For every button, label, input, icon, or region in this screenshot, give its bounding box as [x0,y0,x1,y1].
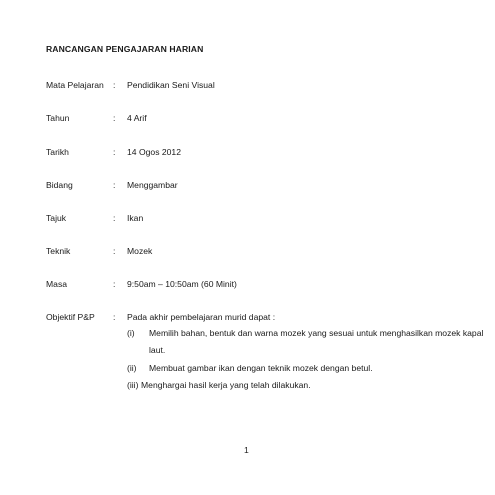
field-value: 9:50am – 10:50am (60 Minit) [127,279,237,289]
field-colon: : [113,147,116,157]
objective-item-text: Menghargai hasil kerja yang telah dilakukan. [141,380,311,390]
field-label: Tahun [46,113,70,123]
field-colon: : [113,213,116,223]
field-value: 4 Arif [127,113,147,123]
document-title: RANCANGAN PENGAJARAN HARIAN [46,44,204,54]
field-colon: : [113,180,116,190]
objective-item-text: laut. [149,345,166,355]
field-label: Tarikh [46,147,69,157]
field-colon: : [113,279,116,289]
field-label: Bidang [46,180,73,190]
field-label: Tajuk [46,213,67,223]
field-value: Ikan [127,213,144,223]
field-label: Teknik [46,246,71,256]
field-colon: : [113,312,116,322]
field-label: Mata Pelajaran [46,80,104,90]
field-value: Mozek [127,246,153,256]
objective-item-text: Memilih bahan, bentuk dan warna mozek yang sesuai untuk menghasilkan mozek kapal [149,328,484,338]
objective-item-text: Membuat gambar ikan dengan teknik mozek dengan betul. [149,363,373,373]
objective-item-number: (ii) [127,363,137,373]
field-colon: : [113,246,116,256]
page-number: 1 [244,445,249,455]
field-value: Pendidikan Seni Visual [127,80,215,90]
field-value: Menggambar [127,180,178,190]
objective-item-number: (i) [127,328,135,338]
objective-item-number: (iii) [127,380,139,390]
field-colon: : [113,80,116,90]
objective-intro: Pada akhir pembelajaran murid dapat : [127,312,276,322]
field-label: Objektif P&P [46,312,95,322]
field-colon: : [113,113,116,123]
field-value: 14 Ogos 2012 [127,147,181,157]
field-label: Masa [46,279,68,289]
